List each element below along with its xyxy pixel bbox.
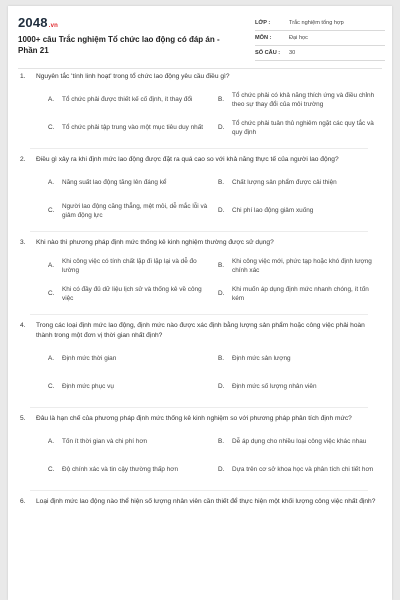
- answer-option[interactable]: [218, 458, 378, 482]
- question-divider: [30, 148, 368, 149]
- meta-table: [255, 16, 385, 61]
- document-header: [8, 6, 392, 66]
- option-letter: B.: [218, 96, 225, 104]
- answer-option[interactable]: [48, 254, 208, 278]
- question-number: 2.: [20, 156, 26, 163]
- option-text: Khi công việc mới, phức tạp hoặc khó định lượng chính xác: [232, 257, 372, 274]
- question-text: Điều gì xảy ra khi định mức lao động được đặt ra quá cao so với khả năng thực tế của người lao động?: [36, 156, 339, 163]
- option-text: Chất lượng sản phẩm được cải thiện: [232, 179, 337, 187]
- question-divider: [30, 490, 368, 491]
- option-text: Định mức phục vụ: [62, 383, 114, 391]
- meta-row-subject: [255, 31, 385, 46]
- question-text-row: [20, 497, 378, 507]
- option-text: Dễ áp dụng cho nhiều loại công việc khác nhau: [232, 438, 367, 446]
- option-text: Định mức số lượng nhân viên: [232, 383, 317, 391]
- option-text: Người lao động căng thẳng, mệt mỏi, dễ mắc lỗi và giảm động lực: [62, 202, 208, 219]
- logo-suffix: .vn: [48, 23, 59, 29]
- answer-option[interactable]: [218, 116, 378, 140]
- question-number: 3.: [20, 239, 26, 246]
- answer-option[interactable]: [218, 375, 378, 399]
- option-text: Độ chính xác và tin cậy thường thấp hơn: [62, 466, 179, 474]
- question-text: Nguyên tắc 'tính linh hoạt' trong tổ chức lao động yêu cầu điều gì?: [36, 73, 230, 80]
- meta-value: Đại học: [289, 35, 308, 41]
- option-text: Định mức thời gian: [62, 355, 117, 363]
- meta-row-count: [255, 46, 385, 61]
- question-divider: [30, 314, 368, 315]
- option-text: Tổ chức phải có khả năng thích ứng và điều chỉnh theo sự thay đổi của môi trường: [232, 91, 375, 108]
- document-title: 1000+ câu Trắc nghiệm Tổ chức lao động có đáp án - Phần 21: [18, 35, 220, 55]
- answer-option[interactable]: [48, 88, 208, 112]
- answer-option[interactable]: [48, 282, 208, 306]
- meta-key: MÔN :: [255, 35, 272, 41]
- option-letter: A.: [48, 355, 55, 363]
- logo-text: 2048: [18, 15, 48, 30]
- question-text-row: [20, 238, 378, 248]
- option-letter: C.: [48, 124, 55, 132]
- option-text: Dựa trên cơ sở khoa học và phân tích chi tiết hơn: [232, 466, 374, 474]
- question-number: 1.: [20, 73, 26, 80]
- question-text-row: [20, 321, 378, 341]
- question-item: [8, 238, 392, 315]
- question-text-row: [20, 414, 378, 424]
- question-item: [8, 155, 392, 232]
- question-item: [8, 497, 392, 507]
- question-number: 4.: [20, 322, 26, 329]
- option-text: Năng suất lao động tăng lên đáng kể: [62, 179, 167, 187]
- option-letter: D.: [218, 207, 225, 215]
- answer-option[interactable]: [48, 347, 208, 371]
- question-number: 6.: [20, 498, 26, 505]
- meta-value: 30: [289, 50, 296, 56]
- answer-option[interactable]: [218, 347, 378, 371]
- option-text: Tổ chức phải tập trung vào một mục tiêu duy nhất: [62, 124, 204, 132]
- option-text: Tổ chức phải được thiết kế cố định, ít thay đổi: [62, 96, 193, 104]
- question-divider: [30, 231, 368, 232]
- answer-option[interactable]: [48, 199, 208, 223]
- answer-options: [48, 171, 378, 223]
- question-list: [8, 72, 392, 507]
- option-letter: A.: [48, 262, 55, 270]
- question-item: [8, 321, 392, 408]
- option-letter: D.: [218, 290, 225, 298]
- meta-key: LỚP :: [255, 20, 271, 26]
- option-letter: B.: [218, 262, 225, 270]
- option-text: Khi công việc có tính chất lặp đi lặp lại và dễ đo lường: [62, 257, 197, 274]
- option-letter: D.: [218, 124, 225, 132]
- question-text: Khi nào thì phương pháp định mức thống kê kinh nghiệm thường được sử dụng?: [36, 239, 274, 246]
- question-number: 5.: [20, 415, 26, 422]
- answer-options: [48, 254, 378, 306]
- answer-option[interactable]: [218, 171, 378, 195]
- question-text-row: [20, 72, 378, 82]
- document-page: [8, 6, 392, 600]
- option-letter: A.: [48, 96, 55, 104]
- answer-option[interactable]: [48, 458, 208, 482]
- option-letter: D.: [218, 466, 225, 474]
- option-letter: C.: [48, 207, 55, 215]
- question-text: Loại định mức lao động nào thể hiện số lượng nhân viên cần thiết để thực hiện một khối lượng công việc nhất định?: [36, 498, 376, 505]
- answer-option[interactable]: [48, 430, 208, 454]
- site-logo[interactable]: [18, 15, 58, 30]
- option-text: Chi phí lao động giảm xuống: [232, 207, 314, 215]
- header-divider: [18, 68, 382, 69]
- answer-option[interactable]: [48, 116, 208, 140]
- option-text: Định mức sản lượng: [232, 355, 291, 363]
- option-letter: C.: [48, 466, 55, 474]
- question-text: Đâu là hạn chế của phương pháp định mức thống kê kinh nghiệm so với phương pháp phân tích định mức?: [36, 415, 352, 422]
- answer-options: [48, 430, 378, 482]
- question-text-row: [20, 155, 378, 165]
- answer-option[interactable]: [218, 430, 378, 454]
- option-text: Khi muốn áp dụng định mức nhanh chóng, ít tốn kém: [232, 285, 369, 302]
- option-text: Khi có đầy đủ dữ liệu lịch sử và thống kê về công việc: [62, 285, 202, 302]
- answer-option[interactable]: [218, 282, 378, 306]
- option-letter: C.: [48, 290, 55, 298]
- answer-option[interactable]: [218, 254, 378, 278]
- option-letter: D.: [218, 383, 225, 391]
- answer-option[interactable]: [48, 375, 208, 399]
- option-text: Tổ chức phải tuân thủ nghiêm ngặt các quy tắc và quy định: [232, 119, 374, 136]
- option-letter: B.: [218, 179, 225, 187]
- answer-option[interactable]: [218, 199, 378, 223]
- option-letter: C.: [48, 383, 55, 391]
- answer-options: [48, 88, 378, 140]
- option-letter: A.: [48, 179, 55, 187]
- question-divider: [30, 407, 368, 408]
- option-letter: A.: [48, 438, 55, 446]
- question-text: Trong các loại định mức lao động, định mức nào được xác định bằng lượng sản phẩm hoặc công việc phải hoàn thành trong một đơn vị thời gian nhất định?: [36, 322, 365, 339]
- option-text: Tốn ít thời gian và chi phí hơn: [62, 438, 148, 446]
- answer-option[interactable]: [48, 171, 208, 195]
- answer-option[interactable]: [218, 88, 378, 112]
- meta-row-class: [255, 16, 385, 31]
- option-letter: B.: [218, 438, 225, 446]
- meta-value: Trắc nghiệm tổng hợp: [289, 20, 344, 26]
- answer-options: [48, 347, 378, 399]
- question-item: [8, 72, 392, 149]
- question-item: [8, 414, 392, 491]
- meta-key: SỐ CÂU :: [255, 50, 281, 56]
- option-letter: B.: [218, 355, 225, 363]
